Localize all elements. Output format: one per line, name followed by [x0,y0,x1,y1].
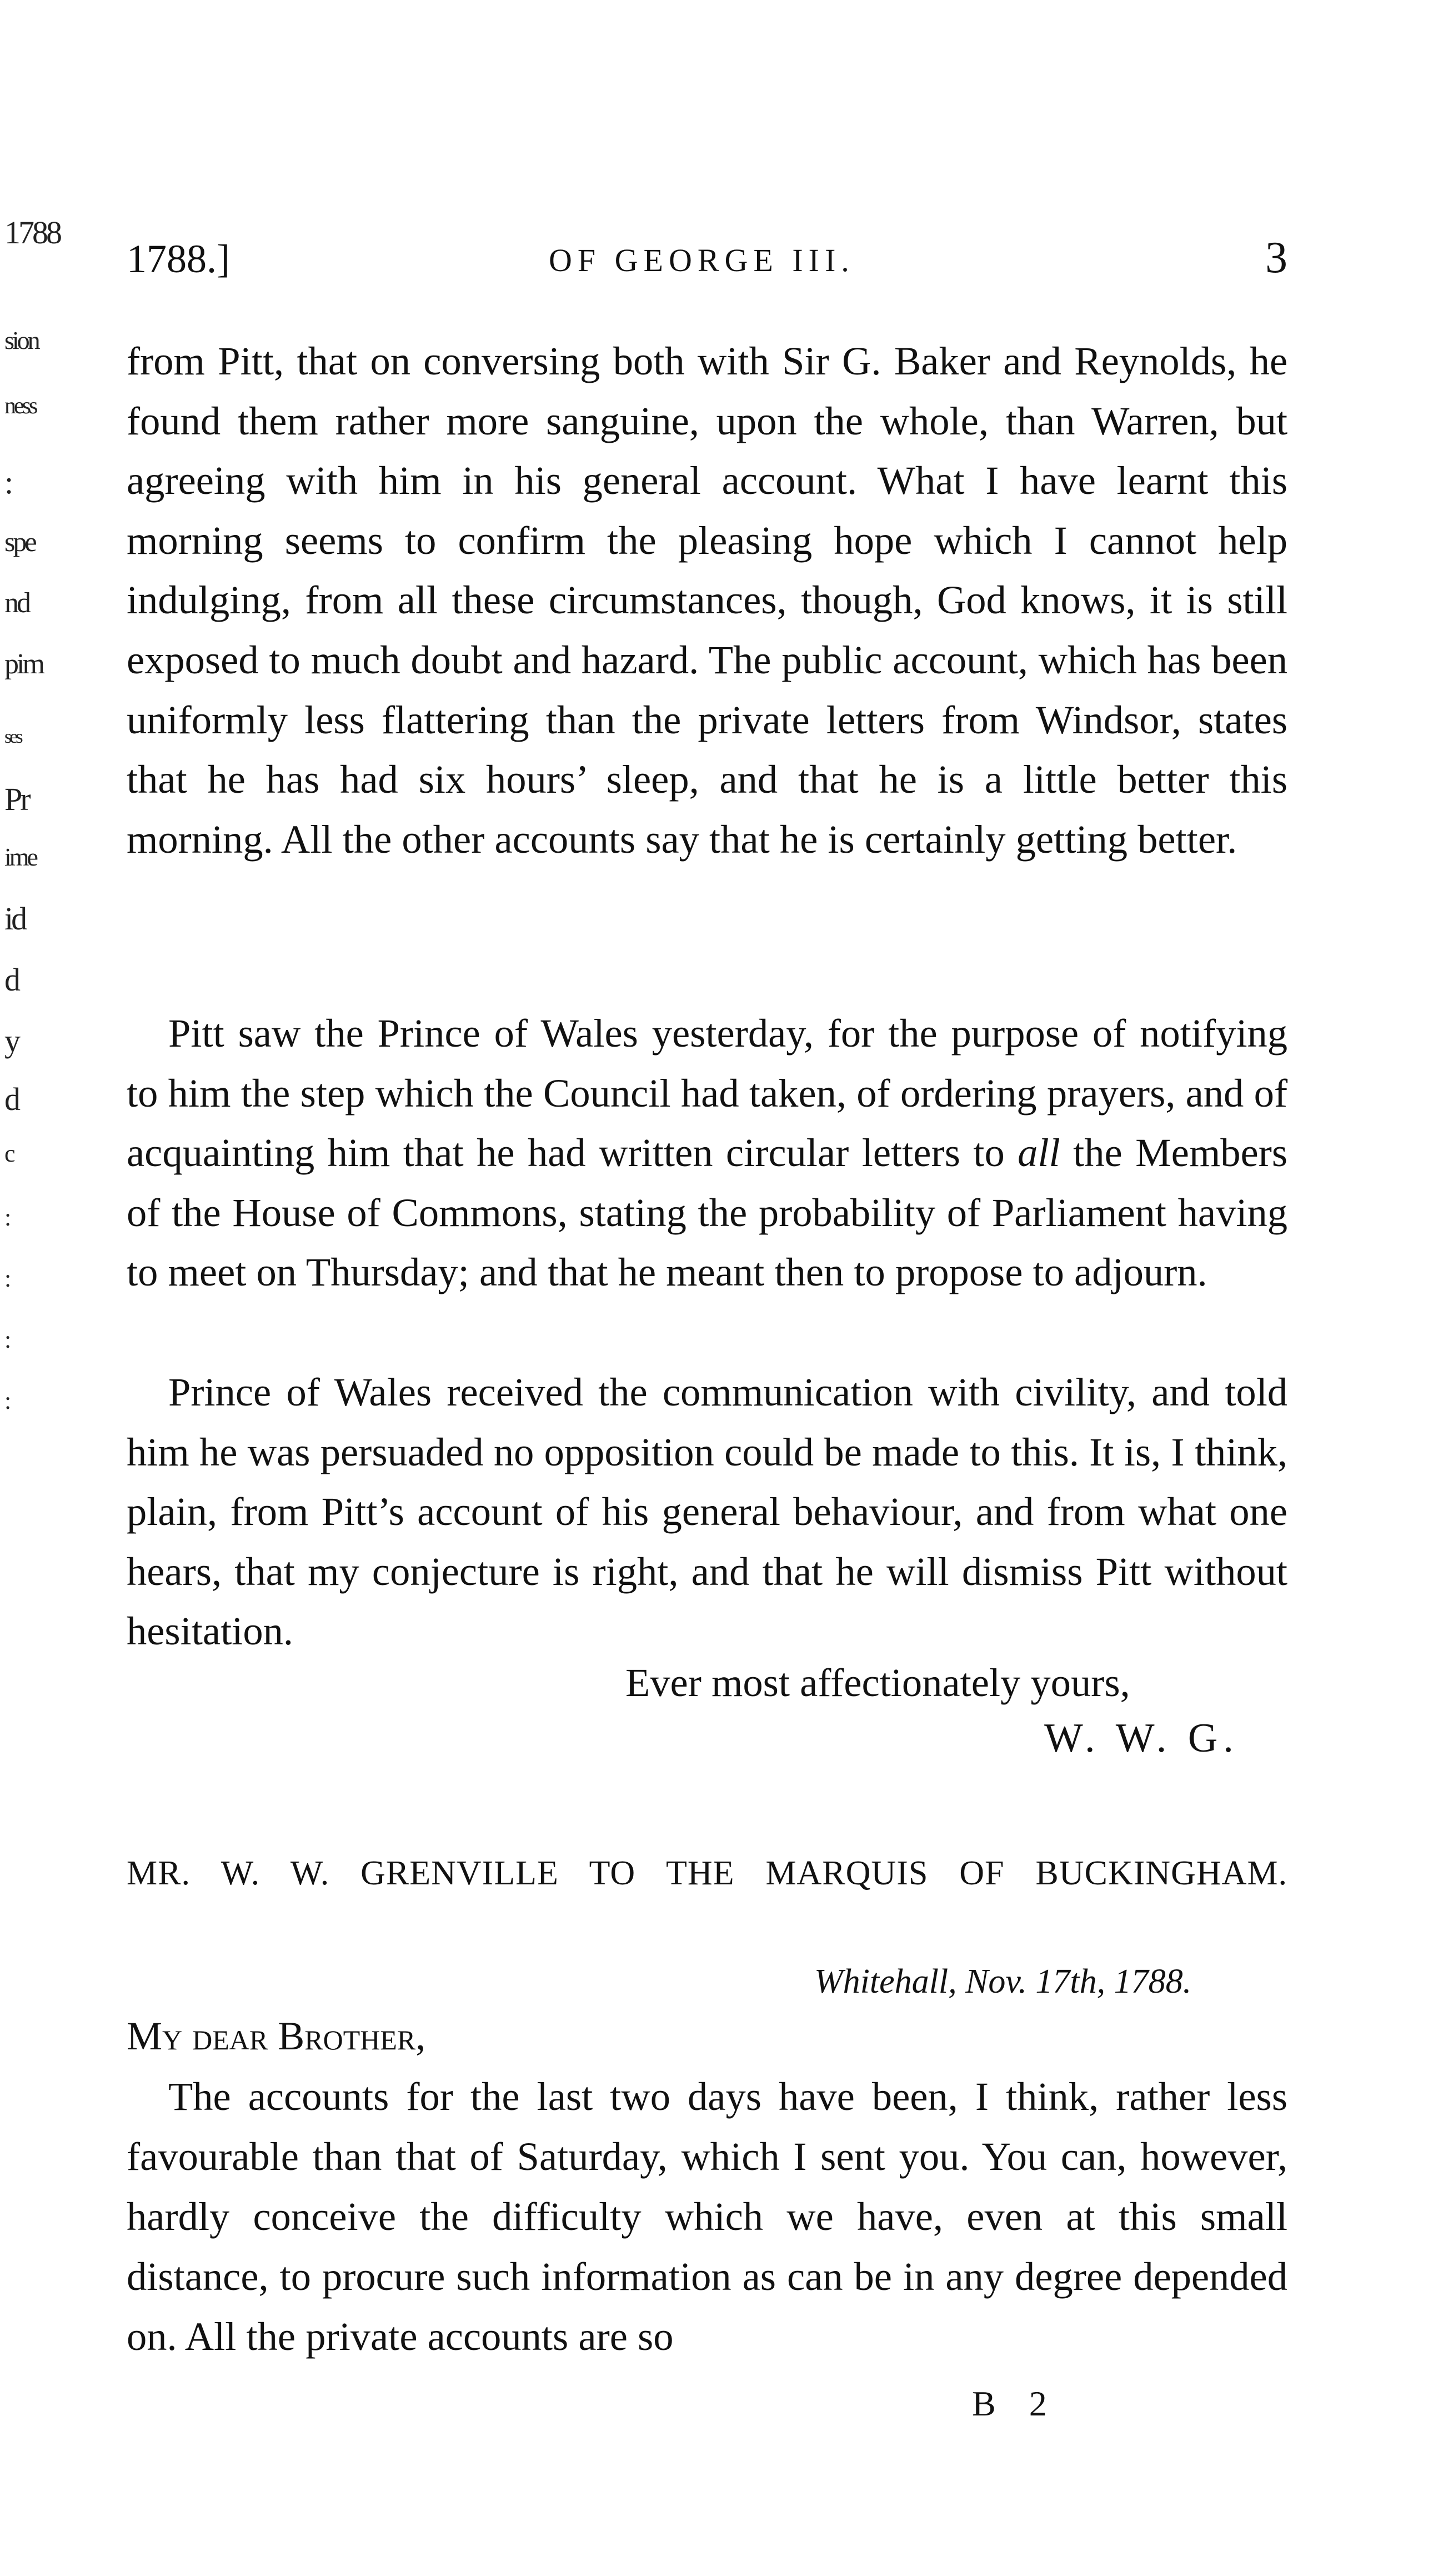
running-head-year: 1788.] [127,237,230,281]
gutter-fragment: spe [4,526,35,557]
gutter-fragment: 1788 [4,214,60,251]
gutter-fragment: : [4,1387,9,1414]
gutter-fragment: d [4,1081,18,1117]
letter-salutation: My dear Brother, [127,2014,426,2058]
gutter-fragment: d [4,962,18,998]
gutter-fragment: nd [4,587,29,619]
gutter-fragment: ness [4,393,36,419]
gutter-fragment: : [4,1326,9,1353]
paragraph-text-part: the Members of the House of Commons, stating the probability of Parliament having to meet on Thursday; and that he meant then to propose to adjourn. [127,1130,1288,1295]
emphasized-word: all [1018,1130,1060,1176]
paragraph-text: from Pitt, that on conversing both with Sir G. Baker and Reynolds, he found them rather more sanguine, upon the whole, than Warren, but agreeing with him in his general account. What I have learnt this morning seems to confirm the pleasing hope which I cannot help indulging, from all these circumstances, though, God knows, it is still exposed to much doubt and hazard. The public account, which has been uniformly less flattering than the private letters from Windsor, states that he has had six hours’ sleep, and that he is a little better this morning. All the other accounts say that he is certainly getting better. [127,338,1287,862]
signature: W. W. G. [1044,1715,1239,1761]
gutter-fragment: : [4,1204,9,1231]
paragraph-text [127,1003,1287,1302]
page-number: 3 [1265,233,1287,282]
gutter-fragment: ime [4,843,36,871]
paragraph-continued [127,331,1287,869]
paragraph-text: The accounts for the last two days have been, I think, rather less favourable than that of Saturday, which I sent you. You can, however, hardly conceive the difficulty which we have, even at this small distance, to procure such information as can be in any degree depended on. All the private accounts are so [127,2074,1287,2359]
paragraph-text: Prince of Wales received the communication with civility, and told him he was persuaded no opposition could be made to this. It is, I think, plain, from Pitt’s account of his general behaviour, and from what one hears, that my conjecture is right, and that he will dismiss Pitt without hesitation. [127,1369,1287,1654]
gutter-fragment: pim [4,648,43,680]
paragraph-prince-visit [127,1003,1287,1302]
letter-heading: MR. W. W. GRENVILLE TO THE MARQUIS OF BUCKINGHAM. [127,1854,1287,1892]
letter-body [127,2067,1287,2367]
paragraph-prince-response [127,1362,1287,1661]
paragraph-text-part: Pitt saw the Prince of Wales yesterday, for the purpose of notifying to him the step which the Council had taken, of ordering prayers, and of acquainting him that he had written circular letters to [127,1011,1287,1176]
gutter-fragment: : [4,1265,9,1292]
gutter-fragment: ses [4,727,21,747]
letter-dateline: Whitehall, Nov. 17th, 1788. [814,1963,1192,2000]
running-head-title: OF GEORGE III. [549,242,855,278]
gutter-fragment: sion [4,326,38,354]
closing-line: Ever most affectionately yours, [625,1660,1130,1705]
gutter-fragment: : [4,464,12,501]
running-head [127,225,1287,286]
gutter-fragment: y [4,1023,18,1059]
gutter-fragment: id [4,901,26,937]
printer-signature-mark: B 2 [972,2384,1059,2423]
gutter-fragment: c [4,1140,13,1167]
gutter-fragment: Pr [4,781,29,817]
